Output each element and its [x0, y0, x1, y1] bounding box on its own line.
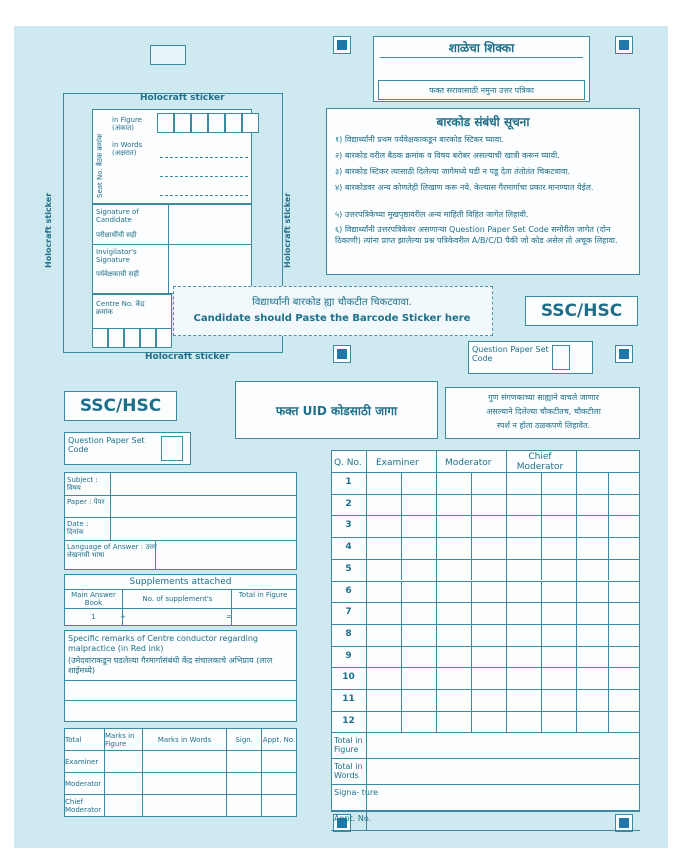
supplements-vert-1: [122, 589, 123, 626]
marks-col-line: [506, 450, 507, 732]
marks-footer-row[interactable]: [331, 758, 640, 759]
barcode-instruction-1: १) विद्यार्थ्यांनी प्रथम पर्यवेक्षकाकडून बारकोड स्टिकर घ्यावा.: [335, 135, 504, 144]
seat-figure-cells[interactable]: [157, 113, 259, 133]
specimen-label: फक्त सरावासाठी नमुना उत्तर पत्रिका: [429, 86, 534, 95]
marks-cell-divider: [541, 559, 542, 581]
marks-cell-divider: [401, 667, 402, 689]
totals-cell[interactable]: [262, 773, 297, 795]
marks-cell-divider: [541, 667, 542, 689]
marks-cell-divider: [401, 472, 402, 494]
marks-cell-divider: [608, 472, 609, 494]
ssc-hsc-left-text: SSC/HSC: [79, 396, 162, 416]
marks-cell-divider: [401, 689, 402, 711]
details-row-1[interactable]: [64, 495, 297, 496]
marks-row[interactable]: [331, 494, 640, 495]
uid-note-line-3: स्पर्श न होता ठळकपणे लिहावेत.: [496, 421, 591, 430]
centre-no-label: Centre No. केंद्र क्रमांक: [96, 300, 145, 316]
totals-cell[interactable]: [142, 751, 226, 773]
corner-square-tl: [337, 40, 347, 50]
totals-cell[interactable]: [262, 795, 297, 817]
holocraft-label-left: Holocraft sticker: [44, 192, 53, 268]
marks-row-number: 9: [345, 650, 352, 661]
marks-cell-divider: [471, 667, 472, 689]
marks-row-number: 2: [345, 498, 352, 509]
marks-row[interactable]: [331, 711, 640, 712]
totals-cell[interactable]: [104, 751, 142, 773]
remarks-marathi: (उमेदवाराकडून घडलेल्या गैरमार्गासंबंधी केंद्र संचालकाचे अभिप्राय (लाल शाईमध्ये): [68, 656, 273, 675]
totals-row-moderator: Moderator: [65, 773, 105, 795]
marks-col-line: [366, 450, 367, 732]
marks-cell-divider: [541, 602, 542, 624]
seat-no-label: Seat No. बैठक क्रमांक: [96, 133, 104, 198]
marks-row-number: 4: [345, 542, 352, 553]
marks-row[interactable]: [331, 602, 640, 603]
barcode-instructions-title: बारकोड संबंधी सूचना: [436, 115, 530, 129]
supplements-count: No. of supplement's: [142, 595, 213, 603]
barcode-instruction-2: २) बारकोड वरील बैठक क्रमांक व विषय बरोबर असल्याची खात्री करून घ्यावी.: [335, 151, 560, 160]
specimen-label-box: [378, 80, 585, 100]
marks-cell-divider: [608, 581, 609, 603]
marks-cell-divider: [471, 689, 472, 711]
marks-cell-divider: [471, 537, 472, 559]
marks-row-number: 5: [345, 563, 352, 574]
supplements-header-line: [64, 608, 297, 609]
marks-cell-divider: [401, 711, 402, 733]
marks-cell-divider: [608, 689, 609, 711]
corner-square-br: [619, 818, 629, 828]
totals-row-chief: Chief Moderator: [65, 795, 105, 817]
marks-cell-divider: [471, 581, 472, 603]
supplements-total: Total in Figure: [238, 591, 288, 599]
supplements-equals: =: [226, 613, 232, 621]
marks-header-line: [331, 472, 640, 473]
details-row-2[interactable]: [64, 517, 297, 518]
school-stamp-line: [380, 57, 583, 58]
barcode-instruction-4: ४) बारकोडवर अन्य कोणतेही लिखाण करू नये. केल्यास गैरमार्गाचा प्रकार मानण्यात येईल.: [335, 183, 594, 192]
uid-note-line-2: असल्याने दिलेल्या चौकटीतच, चौकटीला: [486, 407, 601, 416]
marks-footer-label: Signa- ture: [334, 788, 379, 798]
marks-cell-divider: [471, 711, 472, 733]
language-vert: [155, 540, 156, 570]
marks-col-chief: Chief Moderator: [516, 452, 564, 472]
marks-cell-divider: [608, 559, 609, 581]
uid-note-box: [445, 387, 640, 439]
in-words-label: in Words (अक्षरात): [112, 141, 143, 157]
marks-cell-divider: [541, 537, 542, 559]
supplements-main: Main Answer Book: [71, 591, 116, 607]
marks-cell-divider: [401, 559, 402, 581]
supplements-plus: +: [120, 613, 126, 621]
seat-words-line-3[interactable]: [160, 195, 248, 196]
marks-row[interactable]: [331, 515, 640, 516]
candidate-signature-marathi: परीक्षार्थीची सही: [96, 231, 137, 239]
subject-label: Subject : विषय: [67, 476, 98, 492]
remarks-english: Specific remarks of Centre conductor regarding malpractice (in Red ink): [68, 634, 258, 653]
marks-row[interactable]: [331, 646, 640, 647]
marks-footer-label: Appt. No.: [334, 814, 372, 824]
totals-col-words: Marks in Words: [142, 729, 226, 751]
marks-cell-divider: [471, 472, 472, 494]
marks-cell-divider: [471, 646, 472, 668]
supplements-main-value: 1: [91, 613, 96, 621]
marks-row[interactable]: [331, 732, 640, 733]
corner-square-mr: [619, 349, 629, 359]
totals-row-examiner: Examiner: [65, 751, 105, 773]
marks-footer-row[interactable]: [331, 830, 640, 831]
marks-cell-divider: [471, 624, 472, 646]
marks-col-line: [436, 450, 437, 732]
set-code-right-label: Question Paper Set Code: [472, 345, 549, 363]
marks-cell-divider: [401, 646, 402, 668]
holocraft-label-right: Holocraft sticker: [283, 192, 292, 268]
marks-row[interactable]: [331, 624, 640, 625]
ssc-hsc-left: [64, 391, 177, 421]
invigilator-signature-marathi: पर्यवेक्षकाची सही: [96, 270, 139, 278]
signature-divider: [92, 244, 252, 245]
seat-words-line-1[interactable]: [160, 157, 248, 158]
set-code-right-cell[interactable]: [552, 345, 570, 370]
barcode-instructions-box: [326, 108, 640, 275]
marks-cell-divider: [541, 646, 542, 668]
barcode-instruction-5: ५) उत्तरपत्रिकेच्या मुखपृष्ठावरील अन्य माहिती विहित जागेत लिहावी.: [335, 210, 529, 219]
uid-box: [235, 381, 438, 439]
supplements-divider: [64, 589, 297, 590]
marks-cell-divider: [608, 494, 609, 516]
marks-cell-divider: [471, 559, 472, 581]
marks-cell-divider: [608, 667, 609, 689]
in-figure-label: in Figure (अंकात): [112, 116, 142, 132]
marks-cell-divider: [608, 624, 609, 646]
marks-row-number: 12: [342, 715, 355, 726]
marks-col-line: [576, 450, 577, 732]
top-box-1: [150, 45, 186, 65]
uid-note-line-1: गुण संगणकाच्या साह्याने वाचले जाणार: [488, 393, 599, 402]
corner-square-tr: [619, 40, 629, 50]
language-label: Language of Answer : उत्तर लेखनाची भाषा: [67, 543, 157, 559]
marks-row[interactable]: [331, 689, 640, 690]
marks-cell-divider: [401, 515, 402, 537]
marks-cell-divider: [608, 602, 609, 624]
marks-row-number: 6: [345, 585, 352, 596]
invigilator-signature-label: Invigilator's Signature: [96, 248, 137, 264]
holocraft-label-top: Holocraft sticker: [140, 93, 225, 103]
totals-col-appt: Appt. No.: [262, 729, 297, 751]
marks-footer-label: Total in Words: [334, 762, 363, 781]
ssc-hsc-right: [525, 296, 638, 326]
totals-cell[interactable]: [142, 795, 226, 817]
marks-row[interactable]: [331, 581, 640, 582]
marks-cell-divider: [541, 515, 542, 537]
paper-label: Paper : पेपर: [67, 498, 105, 506]
set-code-right: [468, 341, 593, 374]
details-row-3[interactable]: [64, 540, 297, 541]
corner-square-ml: [337, 349, 347, 359]
marks-cell-divider: [541, 581, 542, 603]
candidate-signature-label: Signature of Candidate: [96, 208, 139, 224]
marks-cell-divider: [541, 711, 542, 733]
signature-vert: [168, 204, 169, 294]
marks-row[interactable]: [331, 537, 640, 538]
set-code-left-label: Question Paper Set Code: [68, 436, 145, 454]
marks-row-number: 8: [345, 628, 352, 639]
supplements-title: Supplements attached: [129, 577, 232, 587]
marks-cell-divider: [471, 602, 472, 624]
totals-cell[interactable]: [227, 751, 262, 773]
totals-table: [64, 728, 297, 817]
marks-row[interactable]: [331, 559, 640, 560]
marks-col-examiner: Examiner: [376, 458, 419, 468]
totals-cell[interactable]: [262, 751, 297, 773]
totals-cell[interactable]: [142, 773, 226, 795]
marks-cell-divider: [471, 515, 472, 537]
details-vert: [110, 472, 111, 540]
totals-cell[interactable]: [227, 795, 262, 817]
totals-cell[interactable]: [104, 795, 142, 817]
marks-cell-divider: [608, 515, 609, 537]
marks-cell-divider: [471, 494, 472, 516]
uid-text: फक्त UID कोडसाठी जागा: [275, 404, 398, 418]
barcode-instruction-3: ३) बारकोड स्टिकर त्यासाठी दिलेल्या जागेमध्ये घडी न पडू देता तंतोतंत चिकटवावा.: [335, 167, 571, 176]
marks-col-moderator: Moderator: [445, 458, 492, 468]
totals-col-total: Total: [65, 729, 105, 751]
totals-cell[interactable]: [104, 773, 142, 795]
seat-words-line-2[interactable]: [160, 176, 248, 177]
marks-cell-divider: [541, 472, 542, 494]
holocraft-label-bottom: Holocraft sticker: [145, 352, 230, 362]
marks-footer-row[interactable]: [331, 784, 640, 785]
marks-cell-divider: [401, 537, 402, 559]
marks-footer-label: Total in Figure: [334, 736, 363, 755]
remarks-line-1[interactable]: [64, 680, 297, 681]
date-label: Date : दिनांक: [67, 520, 89, 536]
barcode-instruction-6: ६) विद्यार्थ्यांनी उत्तरपत्रिकेवर असणाऱ्या Question Paper Set Code समोरील जागेत (दोन ठिकाणी) त्यांना प्राप्त झालेल्या प्रश्न पत्रिकेवरील A/B/C/D पैकी जो कोड असेल तो अचूक लिहावा.: [335, 225, 618, 245]
set-code-left-cell[interactable]: [161, 436, 183, 461]
marks-cell-divider: [401, 581, 402, 603]
marks-col-qno: Q. No.: [334, 458, 362, 468]
marks-cell-divider: [541, 494, 542, 516]
marks-row-number: 11: [342, 694, 355, 704]
school-stamp-title: शाळेचा शिक्का: [448, 41, 515, 55]
marks-row-number: 3: [345, 520, 352, 531]
marks-cell-divider: [541, 624, 542, 646]
marks-row-number: 7: [345, 607, 352, 618]
remarks-line-2[interactable]: [64, 700, 297, 701]
marks-row[interactable]: [331, 667, 640, 668]
barcode-paste-marathi: विद्यार्थ्यांनी बारकोड ह्या चौकटीत चिकटवावा.: [252, 297, 412, 308]
marks-cell-divider: [401, 602, 402, 624]
barcode-paste-area[interactable]: [173, 286, 493, 336]
marks-cell-divider: [401, 624, 402, 646]
marks-cell-divider: [608, 537, 609, 559]
marks-cell-divider: [401, 494, 402, 516]
centre-no-cells[interactable]: [92, 328, 172, 348]
barcode-paste-english: Candidate should Paste the Barcode Sticker here: [193, 313, 471, 324]
marks-cell-divider: [608, 711, 609, 733]
marks-row-number: 10: [342, 672, 355, 683]
marks-cell-divider: [608, 646, 609, 668]
marks-footer-row[interactable]: [331, 810, 640, 811]
set-code-left: [64, 432, 191, 465]
ssc-hsc-right-text: SSC/HSC: [540, 301, 623, 321]
supplements-vert-2: [231, 589, 232, 626]
marks-row-number: 1: [345, 477, 352, 487]
totals-cell[interactable]: [227, 773, 262, 795]
totals-col-sign: Sign.: [227, 729, 262, 751]
totals-col-figure: Marks in Figure: [104, 729, 142, 751]
marks-cell-divider: [541, 689, 542, 711]
marks-footer-vert: [366, 732, 367, 830]
